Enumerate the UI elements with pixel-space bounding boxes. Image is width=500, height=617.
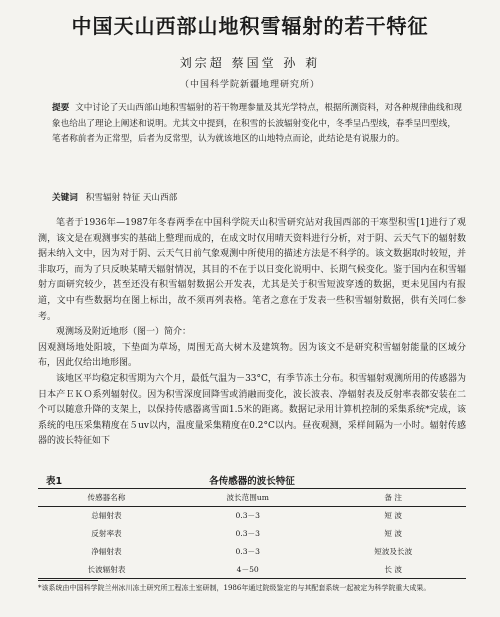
sensor-table (38, 488, 466, 579)
table-cell: 0.3－3 (235, 546, 260, 556)
author-list: 刘宗超 蔡国堂 孙 莉 (179, 56, 321, 70)
table-cell: 0.3－3 (235, 529, 260, 539)
table-cell: 反射率表 (91, 529, 122, 539)
table-cell: 短波及长波 (374, 546, 413, 556)
keywords (52, 191, 462, 203)
keywords-text: 积雪辐射 特征 天山西部 (85, 193, 178, 203)
abstract (52, 101, 462, 148)
body-paragraph: 因观测场地处阳坡，下垫面为草场，周围无高大树木及建筑物。因为该文不是研究积雪辐射能量的区域分布，因此仅给出地形图。 (38, 342, 466, 369)
table-header: 传感器名称 (38, 489, 175, 507)
body-paragraph: 该地区平均稳定积雪期为六个月，最低气温为－33°C，有季节冻土分布。积雪辐射观测所用的传感器为日本产ＥＫＯ系列辐射仪。因为积雪深度回降雪或消融而变化，波长波表、净辐射表及反射率表都安装在二个可以随意升降的支架上，以保持传感器离雪面1.5米的距离。数据记录用计算机控制的采集系统*完成，该系统的电压采集精度在５uv以内，温度量采集精度在0.2°C以内。昼夜观测，采样间隔为一小时。辐射传感器的波长特征如下 (38, 373, 466, 447)
table-cell: 净辐射表 (91, 546, 122, 556)
table-row (38, 507, 466, 525)
table-cell: 短 波 (384, 511, 403, 521)
body-paragraph: 笔者于1936年—1987年冬春两季在中国科学院天山积雪研究站对我国西部的干寒型积雪[1]进行了观测，该文是在观测事实的基础上整理而成的，在成文时仅用晴天资料进行分析，对于阴、云天气下的辐射数据未纳入文中，因为对于阴、云天气日前气象观测中所使用的描述方法是不科学的。该文数据取时较短，并非取巧，而为了只反映某晴天辐射情况，其目的不在于以日变化说明中、长期气候变化。鉴于国内在积雪辐射方面研究较少，甚至还没有积雪辐射数据公开发表，尤其是关于积雪短波穿透的数据，更未见国内有报道，文中有些数据均在图上标出，故不须再列表格。笔者之意在于发表一些积雪辐射数据，供有关同仁参考。 (38, 218, 466, 322)
table-cell: 短 波 (384, 529, 403, 539)
table-cell: 长波辐射表 (38, 560, 175, 578)
keywords-label: 关键词 (52, 193, 78, 203)
table-cell: 4－50 (175, 560, 321, 578)
table-cell: 长 波 (320, 560, 466, 578)
table-header: 波长范围um (175, 489, 321, 507)
table-header-row (38, 489, 466, 507)
body-text (38, 216, 466, 450)
table-row (38, 525, 466, 543)
table-cell: 0.3－3 (235, 511, 260, 521)
section-heading: 观测场及附近地形（图一）简介： (56, 327, 192, 338)
abstract-text: 文中讨论了天山西部山地积雪辐射的若干物理参量及其光学特点，根据所测资料，对各种规律曲线和现象也给出了理论上阐述和说明。尤其文中提到，在积雪的长波辐射变化中，冬季呈凸型线，春季呈凹型线，笔者称前者为正常型，后者为反常型，认为就该地区的山地特点而论，此结论是有说服力的。 (52, 103, 462, 144)
footnote: *该系统由中国科学院兰州冰川冻土研究所工程冻土室研制，1986年通过院级鉴定的与其配套系统一起被定为科学院重大成果。 (38, 584, 431, 592)
affiliation: （中国科学院新疆地理研究所） (179, 80, 320, 90)
table-caption: 各传感器的波长特征 (209, 476, 295, 487)
abstract-label: 提要 (52, 103, 70, 113)
table-header: 备 注 (320, 489, 466, 507)
table-number: 表1 (46, 476, 63, 487)
table-row (38, 543, 466, 561)
table-cell: 总辐射表 (91, 511, 122, 521)
footnote-divider (38, 580, 98, 581)
paper-title: 中国天山西部山地积雪辐射的若干特征 (71, 14, 429, 38)
table-row (38, 560, 466, 578)
